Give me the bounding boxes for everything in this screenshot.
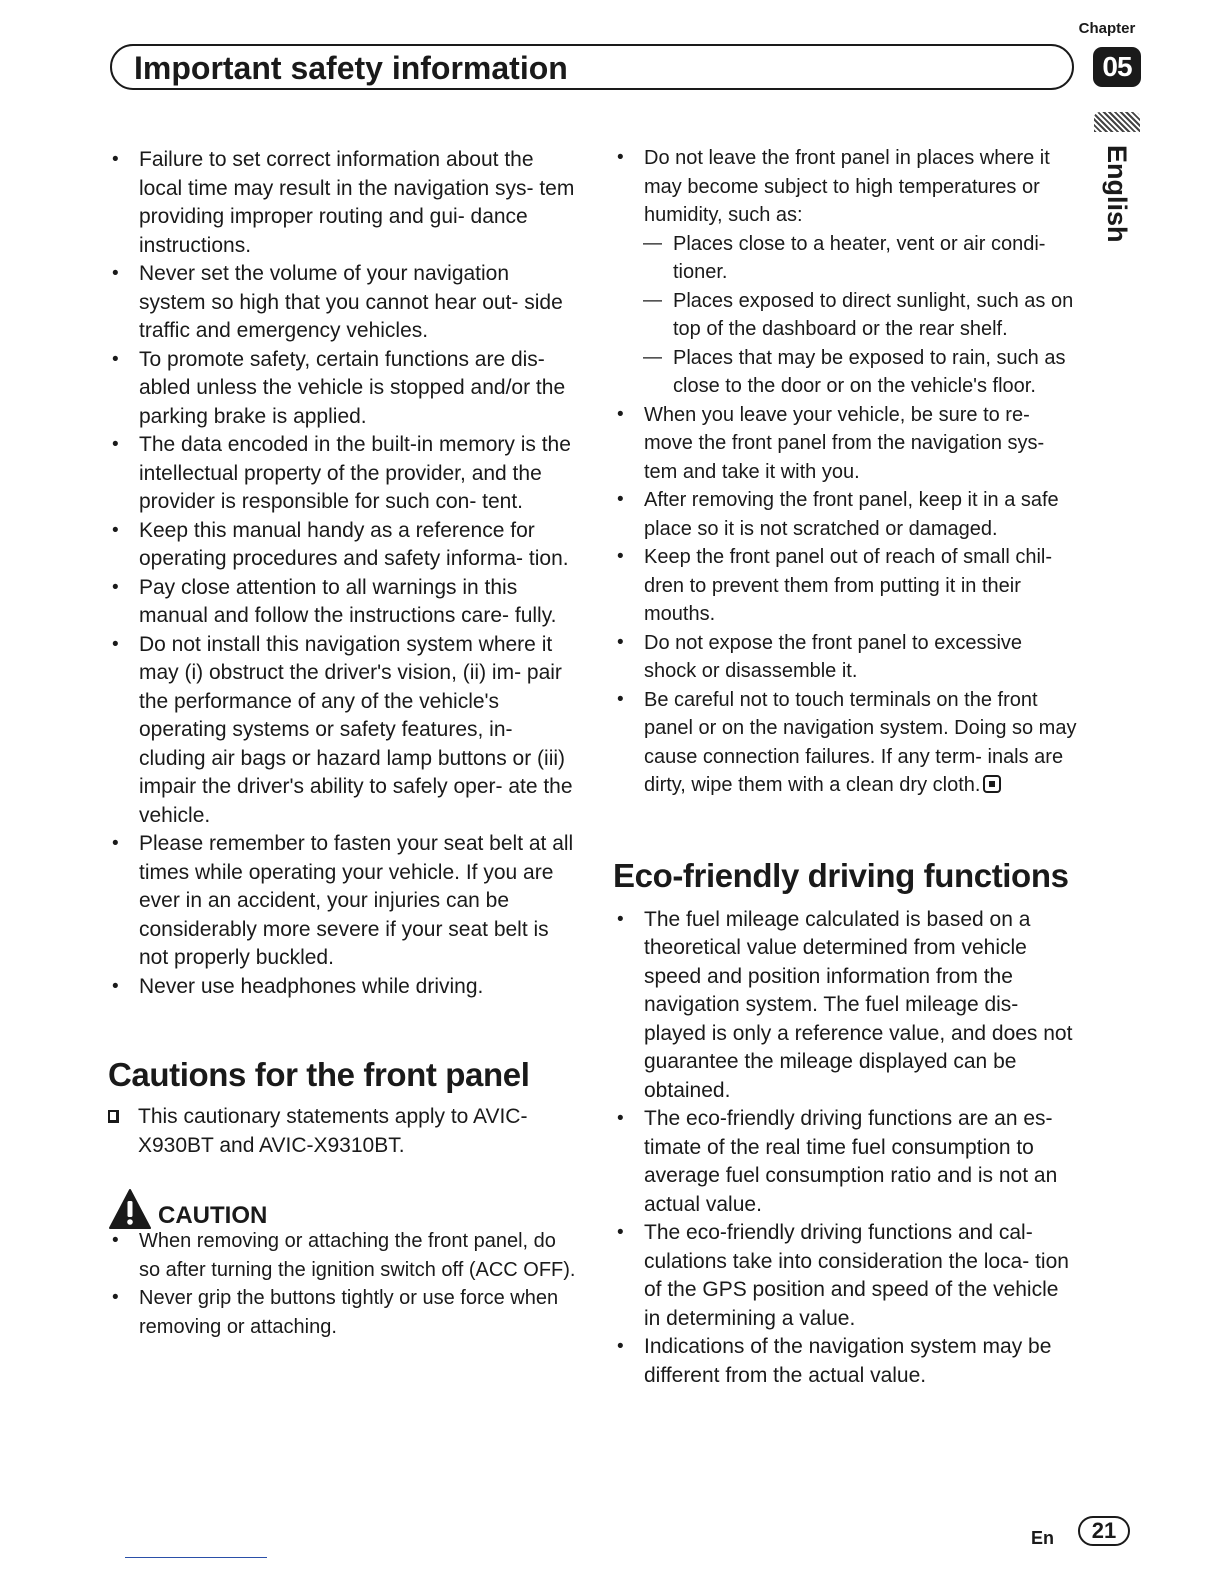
chapter-number-badge: 05 bbox=[1093, 47, 1141, 87]
list-item: • Keep the front panel out of reach of small chil- dren to prevent them from putting it in their mouths. bbox=[613, 543, 1079, 629]
checkbox-icon bbox=[108, 1110, 119, 1123]
applicability-note bbox=[108, 1103, 576, 1160]
list-item: • When you leave your vehicle, be sure to re- move the front panel from the navigation sys- tem and take it with you. bbox=[613, 401, 1079, 487]
front-panel-heading: Cautions for the front panel bbox=[108, 1056, 530, 1093]
footer-language-code: En bbox=[1031, 1528, 1055, 1548]
sub-list-item: — Places that may be exposed to rain, such as close to the door or on the vehicle's floor. bbox=[643, 344, 1079, 401]
page-title: Important safety information bbox=[134, 50, 568, 86]
caution-list bbox=[108, 1227, 576, 1341]
title-banner bbox=[110, 44, 1074, 90]
list-item: • After removing the front panel, keep it in a safe place so it is not scratched or damaged. bbox=[613, 486, 1079, 543]
list-item bbox=[613, 144, 1079, 401]
language-tab: English bbox=[1102, 145, 1132, 243]
caution-header bbox=[108, 1188, 576, 1230]
list-item: • Failure to set correct information about the local time may result in the navigation sys- tem providing improper routing and gui- dance instructions. bbox=[108, 146, 576, 260]
footer-rule bbox=[125, 1557, 267, 1558]
list-item: • Do not expose the front panel to excessive shock or disassemble it. bbox=[613, 629, 1079, 686]
list-item-text: Do not leave the front panel in places where it may become subject to high temperatures or humidity, such as: bbox=[644, 147, 1050, 226]
list-item: • The eco-friendly driving functions are an es- timate of the real time fuel consumption to average fuel consumption ratio and is not an actual value. bbox=[613, 1105, 1079, 1219]
list-item: • Pay close attention to all warnings in this manual and follow the instructions care- fully. bbox=[108, 574, 576, 631]
list-item: • Do not install this navigation system where it may (i) obstruct the driver's vision, (ii) im- pair the performance of any of the vehicle's operating systems or safety features, in- cluding air bags or hazard lamp buttons or (iii) impair the driver's ability to safely oper- ate the vehicle. bbox=[108, 631, 576, 831]
list-item: • Keep this manual handy as a reference for operating procedures and safety informa- tion. bbox=[108, 517, 576, 574]
end-of-section-icon bbox=[983, 775, 1001, 793]
list-item: • To promote safety, certain functions are dis- abled unless the vehicle is stopped and/or the parking brake is applied. bbox=[108, 346, 576, 432]
list-item: • The eco-friendly driving functions and cal- culations take into consideration the loca- tion of the GPS position and speed of the vehicle in determining a value. bbox=[613, 1219, 1079, 1333]
right-column bbox=[613, 144, 1079, 1390]
language-tab-pattern bbox=[1094, 112, 1140, 132]
page-number: 21 bbox=[1078, 1516, 1130, 1546]
list-item: • When removing or attaching the front panel, do so after turning the ignition switch off (ACC OFF). bbox=[108, 1227, 576, 1284]
list-item: • Never grip the buttons tightly or use force when removing or attaching. bbox=[108, 1284, 576, 1341]
sub-list bbox=[643, 230, 1079, 401]
list-item: • Indications of the navigation system may be different from the actual value. bbox=[613, 1333, 1079, 1390]
list-item: • Never set the volume of your navigation system so high that you cannot hear out- side traffic and emergency vehicles. bbox=[108, 260, 576, 346]
eco-list bbox=[613, 906, 1079, 1391]
caution-label: CAUTION bbox=[158, 1202, 268, 1229]
list-item: • The fuel mileage calculated is based on a theoretical value determined from vehicle speed and position information from the navigation system. The fuel mileage dis- played is only a reference value, and does not guarantee the mileage displayed can be obtained. bbox=[613, 906, 1079, 1106]
safety-list bbox=[108, 146, 576, 1001]
sub-list-item: — Places close to a heater, vent or air condi- tioner. bbox=[643, 230, 1079, 287]
list-item bbox=[613, 686, 1079, 800]
list-item: • The data encoded in the built-in memory is the intellectual property of the provider, and the provider is responsible for such con- tent. bbox=[108, 431, 576, 517]
warning-triangle-icon bbox=[108, 1188, 152, 1230]
left-column bbox=[108, 146, 576, 1341]
chapter-label: Chapter bbox=[1078, 20, 1136, 37]
list-item: • Never use headphones while driving. bbox=[108, 973, 576, 1002]
front-panel-list bbox=[613, 144, 1079, 800]
list-item-text: Be careful not to touch terminals on the front panel or on the navigation system. Doing so may cause connection failures. If any term- inals are dirty, wipe them with a clean dry cloth. bbox=[644, 688, 1077, 796]
list-item: • Please remember to fasten your seat belt at all times while operating your vehicle. If you are ever in an accident, your injuries can be considerably more severe if your seat belt is not properly buckled. bbox=[108, 830, 576, 973]
sub-list-item: — Places exposed to direct sunlight, such as on top of the dashboard or the rear shelf. bbox=[643, 287, 1079, 344]
applicability-note-text: This cautionary statements apply to AVIC- X930BT and AVIC-X9310BT. bbox=[138, 1105, 528, 1157]
eco-heading: Eco-friendly driving functions bbox=[613, 856, 1069, 894]
